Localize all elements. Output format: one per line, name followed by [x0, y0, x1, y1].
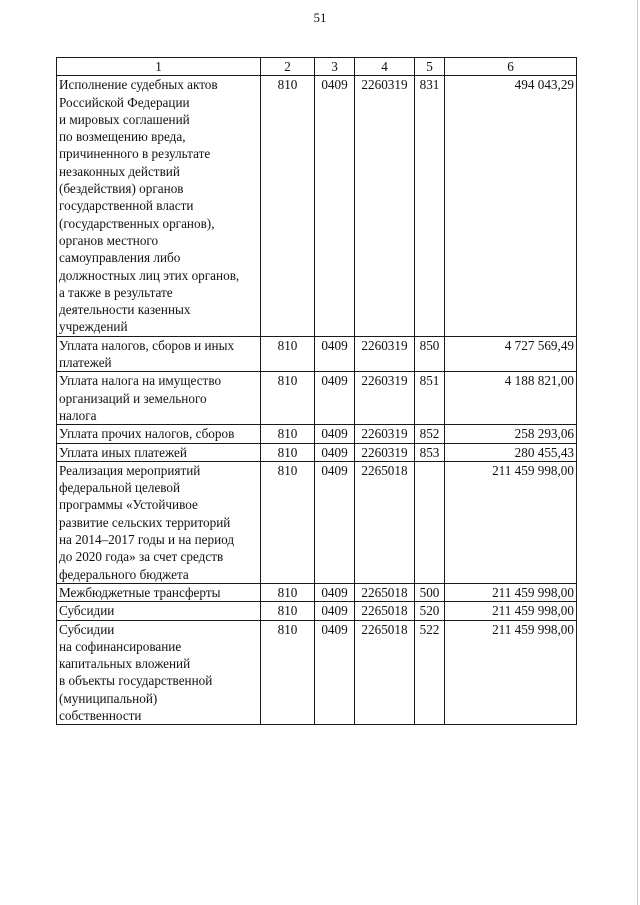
section-code-cell: 0409 — [315, 602, 355, 620]
row-name-cell: Субсидии на софинансирование капитальных вложений в объекты государственной (муниципальной) собственности — [57, 620, 261, 725]
target-article-cell: 2265018 — [355, 583, 415, 601]
ministry-code-cell: 810 — [261, 336, 315, 372]
expense-type-cell — [415, 461, 445, 583]
ministry-code-cell: 810 — [261, 583, 315, 601]
ministry-code-cell: 810 — [261, 425, 315, 443]
target-article-cell: 2265018 — [355, 620, 415, 725]
row-name-cell: Реализация мероприятий федеральной целевой программы «Устойчивое развитие сельских территорий на 2014–2017 годы и на период до 2020 года» за счет средств федерального бюджета — [57, 461, 261, 583]
table-row — [57, 372, 577, 425]
section-code-cell: 0409 — [315, 372, 355, 425]
row-name-cell: Уплата прочих налогов, сборов — [57, 425, 261, 443]
expense-type-cell: 853 — [415, 443, 445, 461]
ministry-code-cell: 810 — [261, 372, 315, 425]
row-name-cell: Уплата налогов, сборов и иных платежей — [57, 336, 261, 372]
page-number: 51 — [313, 10, 327, 25]
column-header: 6 — [445, 58, 577, 76]
column-header: 2 — [261, 58, 315, 76]
section-code-cell: 0409 — [315, 76, 355, 336]
row-name-cell: Уплата налога на имущество организаций и земельного налога — [57, 372, 261, 425]
target-article-cell: 2260319 — [355, 336, 415, 372]
expense-type-cell: 520 — [415, 602, 445, 620]
target-article-cell: 2265018 — [355, 461, 415, 583]
table-row — [57, 425, 577, 443]
table-row — [57, 461, 577, 583]
expense-type-cell: 522 — [415, 620, 445, 725]
amount-cell: 4 188 821,00 — [445, 372, 577, 425]
amount-cell: 211 459 998,00 — [445, 602, 577, 620]
table-header-row — [57, 58, 577, 76]
table-row — [57, 443, 577, 461]
table-row — [57, 602, 577, 620]
section-code-cell: 0409 — [315, 443, 355, 461]
target-article-cell: 2260319 — [355, 443, 415, 461]
amount-cell: 4 727 569,49 — [445, 336, 577, 372]
target-article-cell: 2260319 — [355, 76, 415, 336]
amount-cell: 211 459 998,00 — [445, 620, 577, 725]
section-code-cell: 0409 — [315, 620, 355, 725]
target-article-cell: 2265018 — [355, 602, 415, 620]
expense-type-cell: 500 — [415, 583, 445, 601]
expense-type-cell: 851 — [415, 372, 445, 425]
amount-cell: 258 293,06 — [445, 425, 577, 443]
amount-cell: 211 459 998,00 — [445, 461, 577, 583]
table-row — [57, 583, 577, 601]
budget-table — [56, 57, 577, 725]
ministry-code-cell: 810 — [261, 443, 315, 461]
column-header: 3 — [315, 58, 355, 76]
row-name-cell: Межбюджетные трансферты — [57, 583, 261, 601]
row-name-cell: Уплата иных платежей — [57, 443, 261, 461]
table-row — [57, 620, 577, 725]
column-header: 4 — [355, 58, 415, 76]
section-code-cell: 0409 — [315, 461, 355, 583]
table-row — [57, 76, 577, 336]
target-article-cell: 2260319 — [355, 372, 415, 425]
table-row — [57, 336, 577, 372]
amount-cell: 280 455,43 — [445, 443, 577, 461]
amount-cell: 494 043,29 — [445, 76, 577, 336]
section-code-cell: 0409 — [315, 336, 355, 372]
section-code-cell: 0409 — [315, 583, 355, 601]
expense-type-cell: 850 — [415, 336, 445, 372]
ministry-code-cell: 810 — [261, 76, 315, 336]
ministry-code-cell: 810 — [261, 461, 315, 583]
row-name-cell: Исполнение судебных актов Российской Федерации и мировых соглашений по возмещению вреда, причиненного в результате незаконных действий (бездействия) органов государственной власти (государственных органов), органов местного самоуправления либо должностных лиц этих органов, а также в результате деятельности казенных учреждений — [57, 76, 261, 336]
column-header: 1 — [57, 58, 261, 76]
column-header: 5 — [415, 58, 445, 76]
ministry-code-cell: 810 — [261, 620, 315, 725]
expense-type-cell: 831 — [415, 76, 445, 336]
amount-cell: 211 459 998,00 — [445, 583, 577, 601]
section-code-cell: 0409 — [315, 425, 355, 443]
ministry-code-cell: 810 — [261, 602, 315, 620]
expense-type-cell: 852 — [415, 425, 445, 443]
page-edge-line — [637, 0, 638, 905]
target-article-cell: 2260319 — [355, 425, 415, 443]
row-name-cell: Субсидии — [57, 602, 261, 620]
